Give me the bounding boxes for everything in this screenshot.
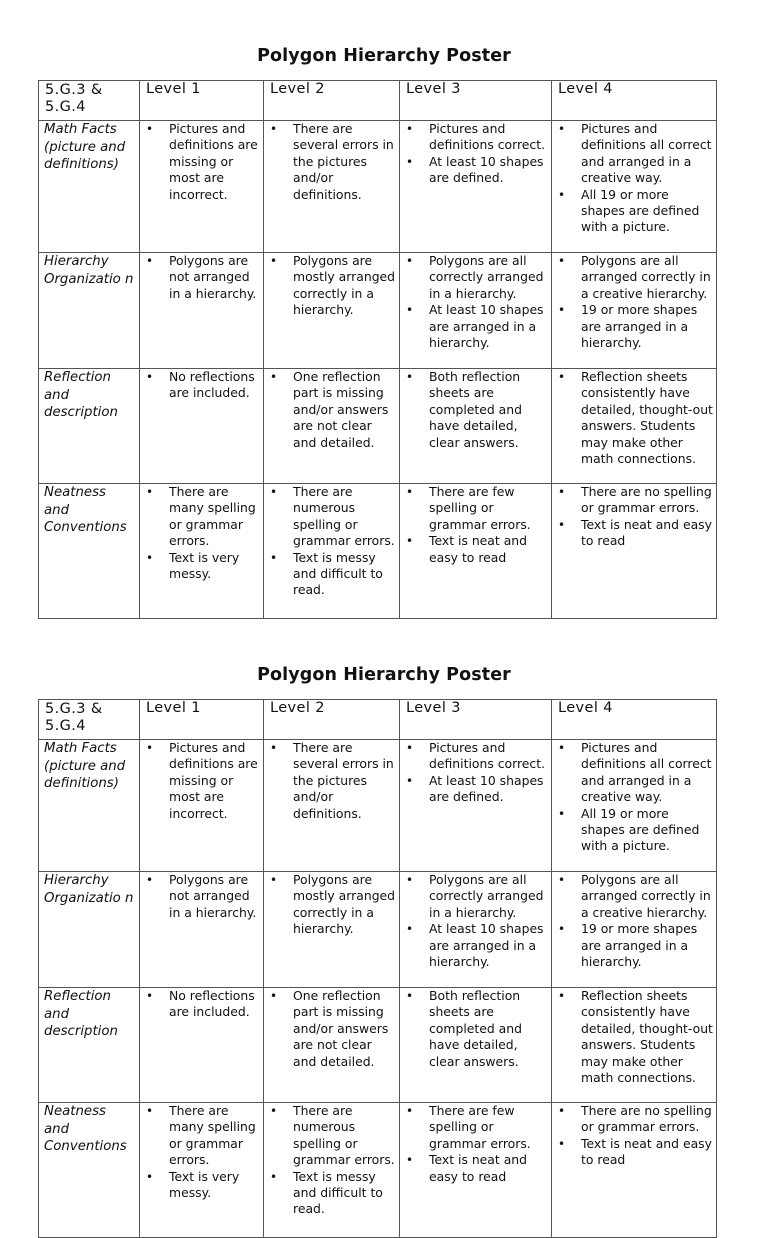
descriptor-list: [140, 369, 263, 402]
level-3-header: Level 3: [400, 81, 552, 121]
level-3-cell: [400, 872, 552, 988]
descriptor-item: • At least 10 shapes are arranged in a hierarchy.: [400, 302, 551, 351]
descriptor-list: [400, 872, 551, 970]
level-4-cell: [552, 740, 717, 872]
rubric-table: [38, 699, 717, 1238]
descriptor-list: [400, 121, 551, 187]
level-1-cell: [140, 872, 264, 988]
descriptor-list: [140, 988, 263, 1021]
descriptor-item: • There are no spelling or grammar errors.: [552, 484, 716, 517]
descriptor-list: [140, 121, 263, 203]
level-2-cell: [264, 740, 400, 872]
level-4-header: Level 4: [552, 700, 717, 740]
descriptor-item: • 19 or more shapes are arranged in a hierarchy.: [552, 921, 716, 970]
level-4-cell: [552, 484, 717, 619]
descriptor-item: • There are numerous spelling or grammar errors.: [264, 1103, 399, 1169]
descriptor-item: • Text is very messy.: [140, 1169, 263, 1202]
descriptor-list: [400, 369, 551, 451]
descriptor-list: [552, 369, 716, 467]
level-3-cell: [400, 121, 552, 253]
criterion-label: Hierarchy Organizatio n: [39, 872, 140, 988]
level-2-cell: [264, 988, 400, 1103]
descriptor-item: • No reflections are included.: [140, 988, 263, 1021]
level-4-cell: [552, 369, 717, 484]
descriptor-item: • Text is neat and easy to read: [400, 1152, 551, 1185]
level-2-cell: [264, 121, 400, 253]
descriptor-list: [140, 253, 263, 302]
descriptor-list: [140, 872, 263, 921]
level-4-cell: [552, 1103, 717, 1238]
descriptor-list: [552, 253, 716, 351]
table-row: [39, 253, 717, 369]
descriptor-list: [264, 988, 399, 1070]
descriptor-item: • One reflection part is missing and/or answers are not clear and detailed.: [264, 988, 399, 1070]
descriptor-list: [400, 484, 551, 566]
descriptor-list: [140, 740, 263, 822]
descriptor-list: [140, 484, 263, 582]
table-row: [39, 872, 717, 988]
descriptor-item: • All 19 or more shapes are defined with a picture.: [552, 806, 716, 855]
descriptor-item: • Polygons are all arranged correctly in a creative hierarchy.: [552, 253, 716, 302]
rubric-table-frame: [38, 80, 716, 613]
level-1-header: Level 1: [140, 700, 264, 740]
descriptor-item: • Pictures and definitions are missing or most are incorrect.: [140, 740, 263, 822]
level-2-cell: [264, 484, 400, 619]
descriptor-item: • All 19 or more shapes are defined with a picture.: [552, 187, 716, 236]
level-3-cell: [400, 369, 552, 484]
descriptor-item: • There are no spelling or grammar errors.: [552, 1103, 716, 1136]
descriptor-item: • Polygons are not arranged in a hierarchy.: [140, 872, 263, 921]
descriptor-list: [264, 1103, 399, 1218]
descriptor-list: [552, 872, 716, 970]
level-3-cell: [400, 253, 552, 369]
level-1-cell: [140, 988, 264, 1103]
header-row: [39, 81, 717, 121]
header-row: [39, 700, 717, 740]
table-row: [39, 369, 717, 484]
descriptor-list: [140, 1103, 263, 1201]
descriptor-item: • At least 10 shapes are arranged in a hierarchy.: [400, 921, 551, 970]
level-3-cell: [400, 740, 552, 872]
level-4-cell: [552, 872, 717, 988]
descriptor-item: • Both reflection sheets are completed and have detailed, clear answers.: [400, 988, 551, 1070]
level-2-cell: [264, 253, 400, 369]
rubric-table: [38, 80, 717, 619]
criterion-label: Hierarchy Organizatio n: [39, 253, 140, 369]
descriptor-list: [264, 740, 399, 822]
descriptor-item: • There are many spelling or grammar errors.: [140, 1103, 263, 1169]
descriptor-list: [264, 369, 399, 451]
descriptor-list: [400, 988, 551, 1070]
descriptor-item: • Polygons are all correctly arranged in a hierarchy.: [400, 872, 551, 921]
level-1-cell: [140, 253, 264, 369]
descriptor-item: • Text is messy and difficult to read.: [264, 1169, 399, 1218]
descriptor-item: • Text is neat and easy to read: [400, 533, 551, 566]
descriptor-item: • Polygons are all correctly arranged in a hierarchy.: [400, 253, 551, 302]
poster-title-repeat: Polygon Hierarchy Poster: [257, 665, 511, 685]
criterion-label: Neatness and Conventions: [39, 484, 140, 619]
criterion-label: Math Facts (picture and definitions): [39, 740, 140, 872]
descriptor-list: [400, 253, 551, 351]
descriptor-item: • Polygons are mostly arranged correctly in a hierarchy.: [264, 253, 399, 319]
poster-title: Polygon Hierarchy Poster: [257, 46, 511, 66]
level-1-cell: [140, 740, 264, 872]
standard-header: 5.G.3 & 5.G.4: [39, 81, 140, 121]
level-1-cell: [140, 369, 264, 484]
level-4-cell: [552, 988, 717, 1103]
level-3-cell: [400, 1103, 552, 1238]
level-4-cell: [552, 121, 717, 253]
level-1-cell: [140, 121, 264, 253]
descriptor-item: • There are several errors in the pictures and/or definitions.: [264, 740, 399, 822]
level-4-header: Level 4: [552, 81, 717, 121]
descriptor-item: • Text is messy and difficult to read.: [264, 550, 399, 599]
descriptor-list: [552, 121, 716, 236]
descriptor-list: [552, 484, 716, 550]
level-2-cell: [264, 369, 400, 484]
level-3-header: Level 3: [400, 700, 552, 740]
descriptor-item: • 19 or more shapes are arranged in a hierarchy.: [552, 302, 716, 351]
descriptor-item: • Text is neat and easy to read: [552, 1136, 716, 1169]
table-row: [39, 121, 717, 253]
level-2-header: Level 2: [264, 81, 400, 121]
level-2-cell: [264, 1103, 400, 1238]
criterion-label: Reflection and description: [39, 988, 140, 1103]
descriptor-item: • Polygons are not arranged in a hierarchy.: [140, 253, 263, 302]
descriptor-item: • There are numerous spelling or grammar errors.: [264, 484, 399, 550]
criterion-label: Math Facts (picture and definitions): [39, 121, 140, 253]
descriptor-item: • Text is neat and easy to read: [552, 517, 716, 550]
descriptor-item: • One reflection part is missing and/or answers are not clear and detailed.: [264, 369, 399, 451]
descriptor-list: [552, 988, 716, 1086]
table-row: [39, 740, 717, 872]
descriptor-item: • There are few spelling or grammar errors.: [400, 1103, 551, 1152]
descriptor-item: • Pictures and definitions correct.: [400, 740, 551, 773]
descriptor-list: [264, 253, 399, 319]
descriptor-list: [264, 121, 399, 203]
level-2-header: Level 2: [264, 700, 400, 740]
descriptor-item: • Polygons are all arranged correctly in a creative hierarchy.: [552, 872, 716, 921]
descriptor-item: • There are few spelling or grammar errors.: [400, 484, 551, 533]
descriptor-item: • Pictures and definitions are missing or most are incorrect.: [140, 121, 263, 203]
descriptor-list: [400, 1103, 551, 1185]
table-row: [39, 484, 717, 619]
standard-header: 5.G.3 & 5.G.4: [39, 700, 140, 740]
rubric-table-frame-repeat: [38, 699, 716, 1217]
descriptor-list: [400, 740, 551, 806]
level-3-cell: [400, 484, 552, 619]
level-1-cell: [140, 484, 264, 619]
descriptor-list: [264, 872, 399, 938]
descriptor-item: • Text is very messy.: [140, 550, 263, 583]
descriptor-item: • There are several errors in the pictures and/or definitions.: [264, 121, 399, 203]
level-3-cell: [400, 988, 552, 1103]
table-row: [39, 1103, 717, 1238]
table-row: [39, 988, 717, 1103]
descriptor-item: • Reflection sheets consistently have detailed, thought-out answers. Students may make other math connections.: [552, 369, 716, 467]
level-2-cell: [264, 872, 400, 988]
descriptor-list: [552, 740, 716, 855]
level-1-cell: [140, 1103, 264, 1238]
descriptor-item: • At least 10 shapes are defined.: [400, 154, 551, 187]
level-1-header: Level 1: [140, 81, 264, 121]
descriptor-list: [264, 484, 399, 599]
descriptor-item: • Pictures and definitions all correct and arranged in a creative way.: [552, 121, 716, 187]
criterion-label: Reflection and description: [39, 369, 140, 484]
descriptor-item: • There are many spelling or grammar errors.: [140, 484, 263, 550]
descriptor-item: • Pictures and definitions correct.: [400, 121, 551, 154]
descriptor-item: • No reflections are included.: [140, 369, 263, 402]
level-4-cell: [552, 253, 717, 369]
descriptor-item: • Pictures and definitions all correct and arranged in a creative way.: [552, 740, 716, 806]
descriptor-item: • At least 10 shapes are defined.: [400, 773, 551, 806]
criterion-label: Neatness and Conventions: [39, 1103, 140, 1238]
descriptor-list: [552, 1103, 716, 1169]
descriptor-item: • Polygons are mostly arranged correctly in a hierarchy.: [264, 872, 399, 938]
descriptor-item: • Reflection sheets consistently have detailed, thought-out answers. Students may make other math connections.: [552, 988, 716, 1086]
descriptor-item: • Both reflection sheets are completed and have detailed, clear answers.: [400, 369, 551, 451]
